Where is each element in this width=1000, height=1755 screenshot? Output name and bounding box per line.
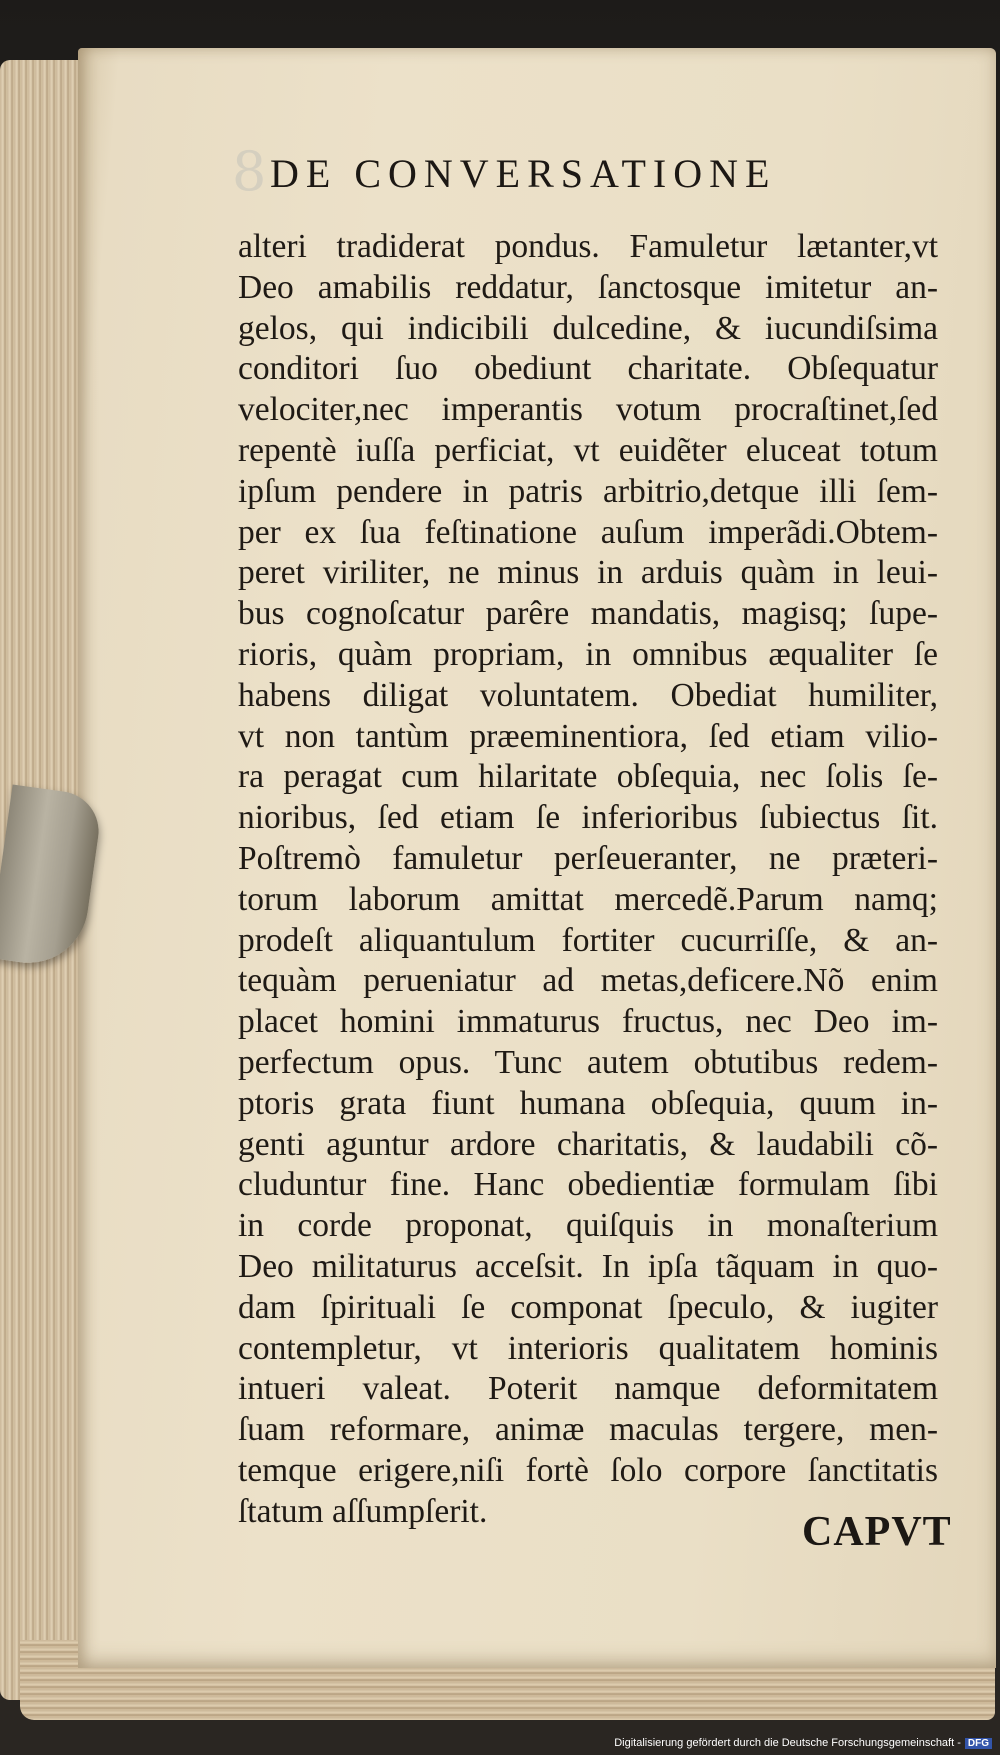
text-line: ſtatum aſſumpſerit. — [238, 1492, 488, 1530]
credit-text: Digitalisierung gefördert durch die Deutsche Forschungsgemeinschaft - — [614, 1737, 961, 1749]
text-line: velociter,nec imperantis votum procraſtinet,ſed — [238, 391, 938, 429]
text-line: temque erigere,niſi fortè ſolo corpore ſanctitatis — [238, 1451, 938, 1489]
text-line: rioris, quàm propriam, in omnibus æqualiter ſe — [238, 635, 938, 673]
text-line: repentè iuſſa perficiat, vt euidẽter eluceat totum — [238, 431, 938, 469]
running-header: DE CONVERSATIONE — [270, 151, 777, 196]
ghost-page-number: 8 — [232, 140, 267, 203]
text-line: prodeſt aliquantulum fortiter cucurriſſe, & an- — [238, 921, 938, 959]
text-line: ptoris grata fiunt humana obſequia, quum in- — [238, 1084, 938, 1122]
text-line: bus cognoſcatur parêre mandatis, magisq; ſupe- — [238, 595, 938, 633]
text-line: cluduntur fine. Hanc obedientiæ formulam ſibi — [238, 1166, 938, 1204]
digitization-credit — [610, 1735, 996, 1751]
text-line: nioribus, ſed etiam ſe inferioribus ſubiectus ſit. — [238, 799, 938, 837]
text-line: gelos, qui indicibili dulcedine, & iucundiſsima — [238, 309, 938, 347]
text-line: in corde proponat, quiſquis in monaſterium — [238, 1207, 938, 1245]
text-line: tequàm perueniatur ad metas,deficere.Nõ enim — [238, 962, 938, 1000]
text-line: vt non tantùm præeminentiora, ſed etiam vilio- — [238, 717, 938, 755]
text-line: torum laborum amittat mercedẽ.Parum namq; — [238, 880, 938, 918]
dfg-logo: DFG — [965, 1738, 992, 1749]
text-line: per ex ſua feſtinatione auſum imperãdi.Obtem- — [238, 513, 938, 551]
text-line: intueri valeat. Poterit namque deformitatem — [238, 1370, 938, 1408]
text-line: contempletur, vt interioris qualitatem hominis — [238, 1329, 938, 1367]
text-line: peret viriliter, ne minus in arduis quàm in leui- — [238, 554, 938, 592]
text-line: dam ſpirituali ſe componat ſpeculo, & iugiter — [238, 1288, 938, 1326]
text-line: habens diligat voluntatem. Obediat humiliter, — [238, 676, 938, 714]
body-text — [238, 227, 950, 1533]
text-line: alteri tradiderat pondus. Famuletur lætanter,vt — [238, 228, 938, 265]
text-line: conditori ſuo obediunt charitate. Obſequatur — [238, 350, 938, 388]
text-line: ra peragat cum hilaritate obſequia, nec ſolis ſe- — [238, 758, 938, 796]
text-line: placet homini immaturus fructus, nec Deo im- — [238, 1003, 938, 1041]
text-line: ſuam reformare, animæ maculas tergere, men- — [238, 1411, 938, 1449]
text-line: genti aguntur ardore charitatis, & laudabili cõ- — [238, 1125, 938, 1163]
text-line: Poſtremò famuletur perſeueranter, ne præteri- — [238, 839, 938, 877]
text-line: perfectum opus. Tunc autem obtutibus redem- — [238, 1043, 938, 1081]
text-line: Deo amabilis reddatur, ſanctosque imitetur an- — [238, 268, 938, 306]
text-line: ipſum pendere in patris arbitrio,detque illi ſem- — [238, 472, 938, 510]
text-line: Deo militaturus acceſsit. In ipſa tãquam in quo- — [238, 1247, 938, 1285]
catchword: CAPVT — [802, 1509, 952, 1555]
